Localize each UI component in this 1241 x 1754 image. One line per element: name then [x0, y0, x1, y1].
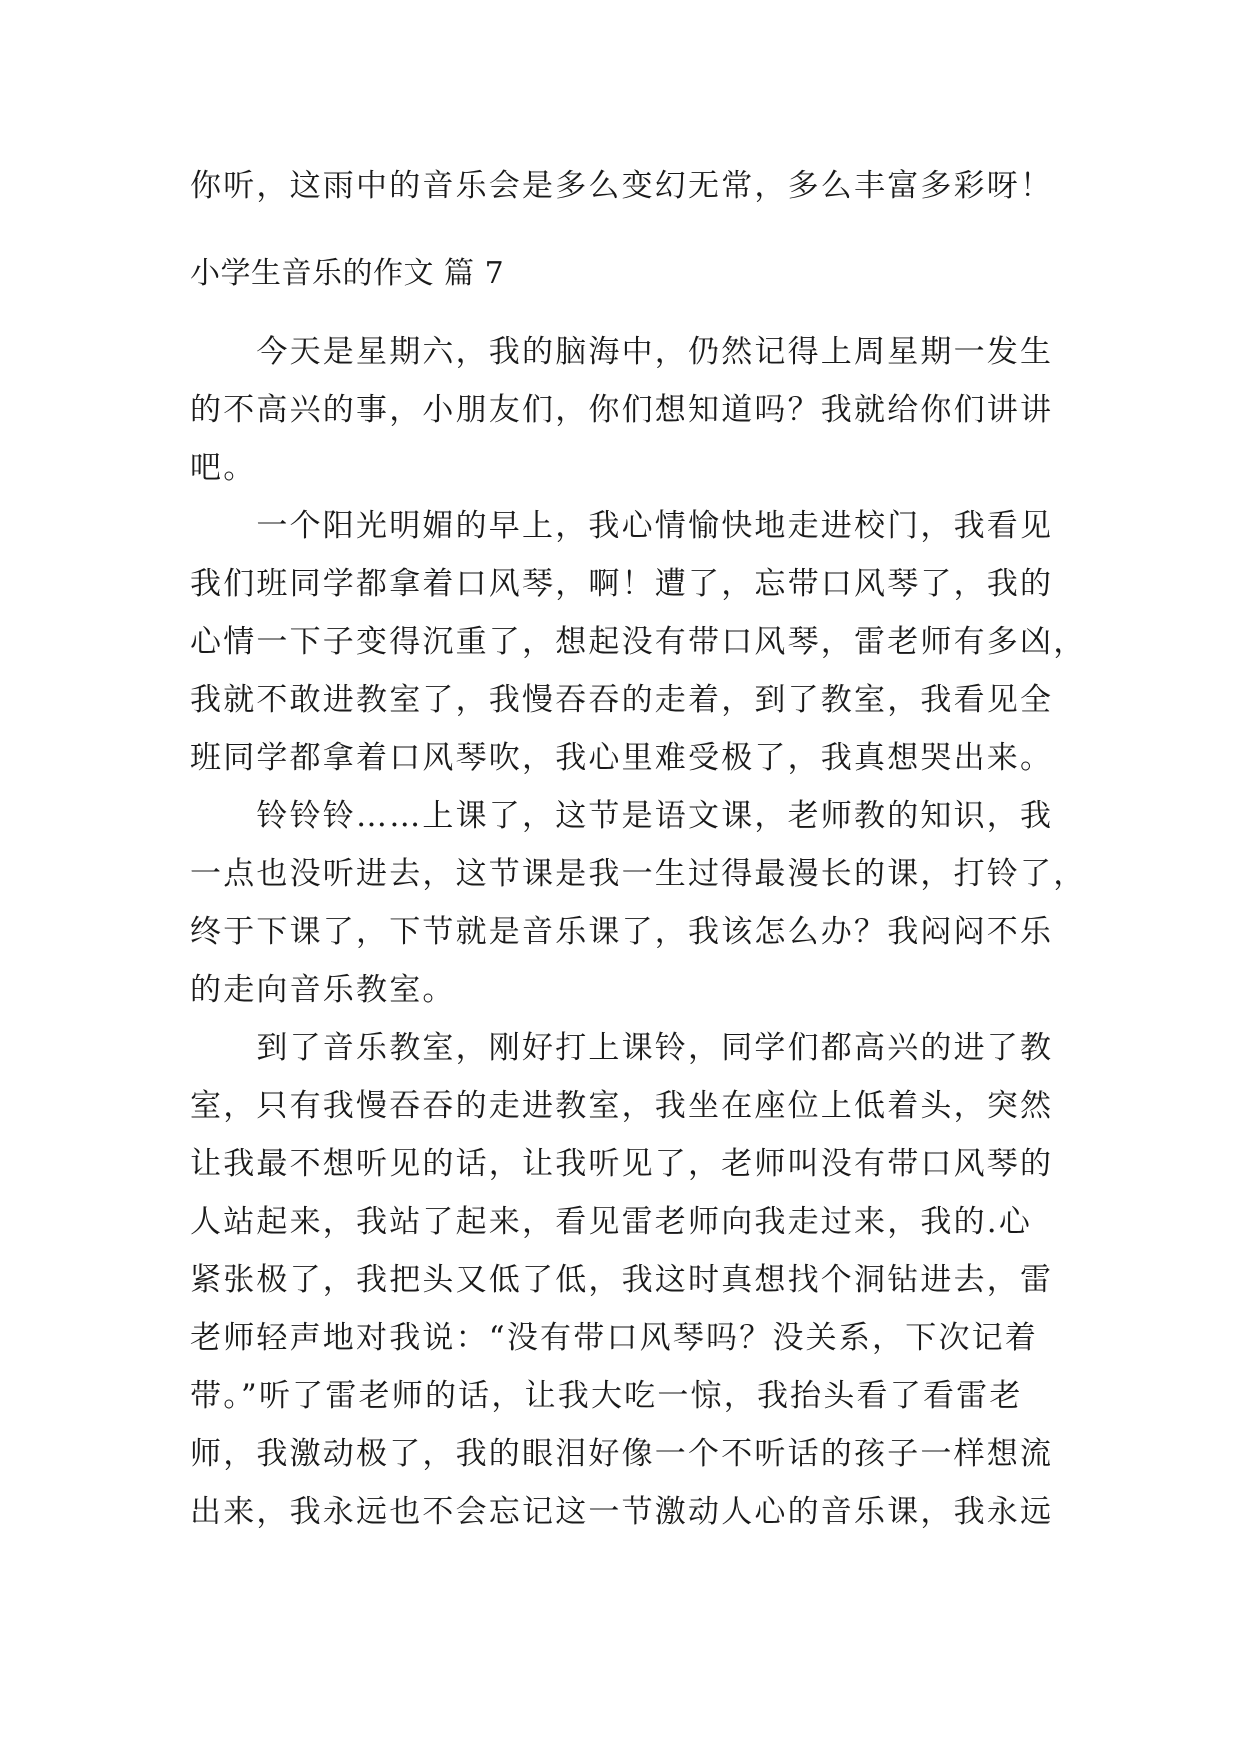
paragraph-line: 室，只有我慢吞吞的走进教室，我坐在座位上低着头，突然: [190, 1088, 1054, 1124]
paragraph-line: 一点也没听进去，这节课是我一生过得最漫长的课，打铃了，: [190, 856, 1087, 892]
paragraph-line: 我就不敢进教室了，我慢吞吞的走着，到了教室，我看见全: [190, 682, 1054, 718]
paragraph-line: 老师轻声地对我说：“没有带口风琴吗？没关系，下次记着: [190, 1320, 1039, 1356]
paragraph-line: 让我最不想听见的话，让我听见了，老师叫没有带口风琴的: [190, 1146, 1054, 1182]
paragraph-line: 带。”听了雷老师的话，让我大吃一惊，我抬头看了看雷老: [190, 1378, 1023, 1414]
paragraph-line: 我们班同学都拿着口风琴，啊！遭了，忘带口风琴了，我的: [190, 566, 1054, 602]
paragraph-line: 到了音乐教室，刚好打上课铃，同学们都高兴的进了教: [190, 1030, 1054, 1066]
paragraph-line: 的走向音乐教室。: [190, 972, 456, 1008]
intro-line: 你听，这雨中的音乐会是多么变幻无常，多么丰富多彩呀！: [190, 168, 1054, 204]
paragraph-line: 铃铃铃……上课了，这节是语文课，老师教的知识，我: [190, 798, 1054, 834]
paragraph-line: 今天是星期六，我的脑海中，仍然记得上周星期一发生: [190, 334, 1054, 370]
paragraph-line: 人站起来，我站了起来，看见雷老师向我走过来，我的.心: [190, 1204, 1033, 1240]
paragraph-line: 出来，我永远也不会忘记这一节激动人心的音乐课，我永远: [190, 1494, 1054, 1530]
paragraph-line: 班同学都拿着口风琴吹，我心里难受极了，我真想哭出来。: [190, 740, 1054, 776]
paragraph-line: 终于下课了，下节就是音乐课了，我该怎么办？我闷闷不乐: [190, 914, 1054, 950]
paragraph-line: 心情一下子变得沉重了，想起没有带口风琴，雷老师有多凶，: [190, 624, 1087, 660]
section-title: 小学生音乐的作文 篇 7: [190, 256, 505, 291]
paragraph-line: 的不高兴的事，小朋友们，你们想知道吗？我就给你们讲讲: [190, 392, 1054, 428]
paragraph-line: 一个阳光明媚的早上，我心情愉快地走进校门，我看见: [190, 508, 1054, 544]
paragraph-line: 吧。: [190, 450, 257, 486]
paragraph-line: 师，我激动极了，我的眼泪好像一个不听话的孩子一样想流: [190, 1436, 1054, 1472]
paragraph-line: 紧张极了，我把头又低了低，我这时真想找个洞钻进去，雷: [190, 1262, 1054, 1298]
